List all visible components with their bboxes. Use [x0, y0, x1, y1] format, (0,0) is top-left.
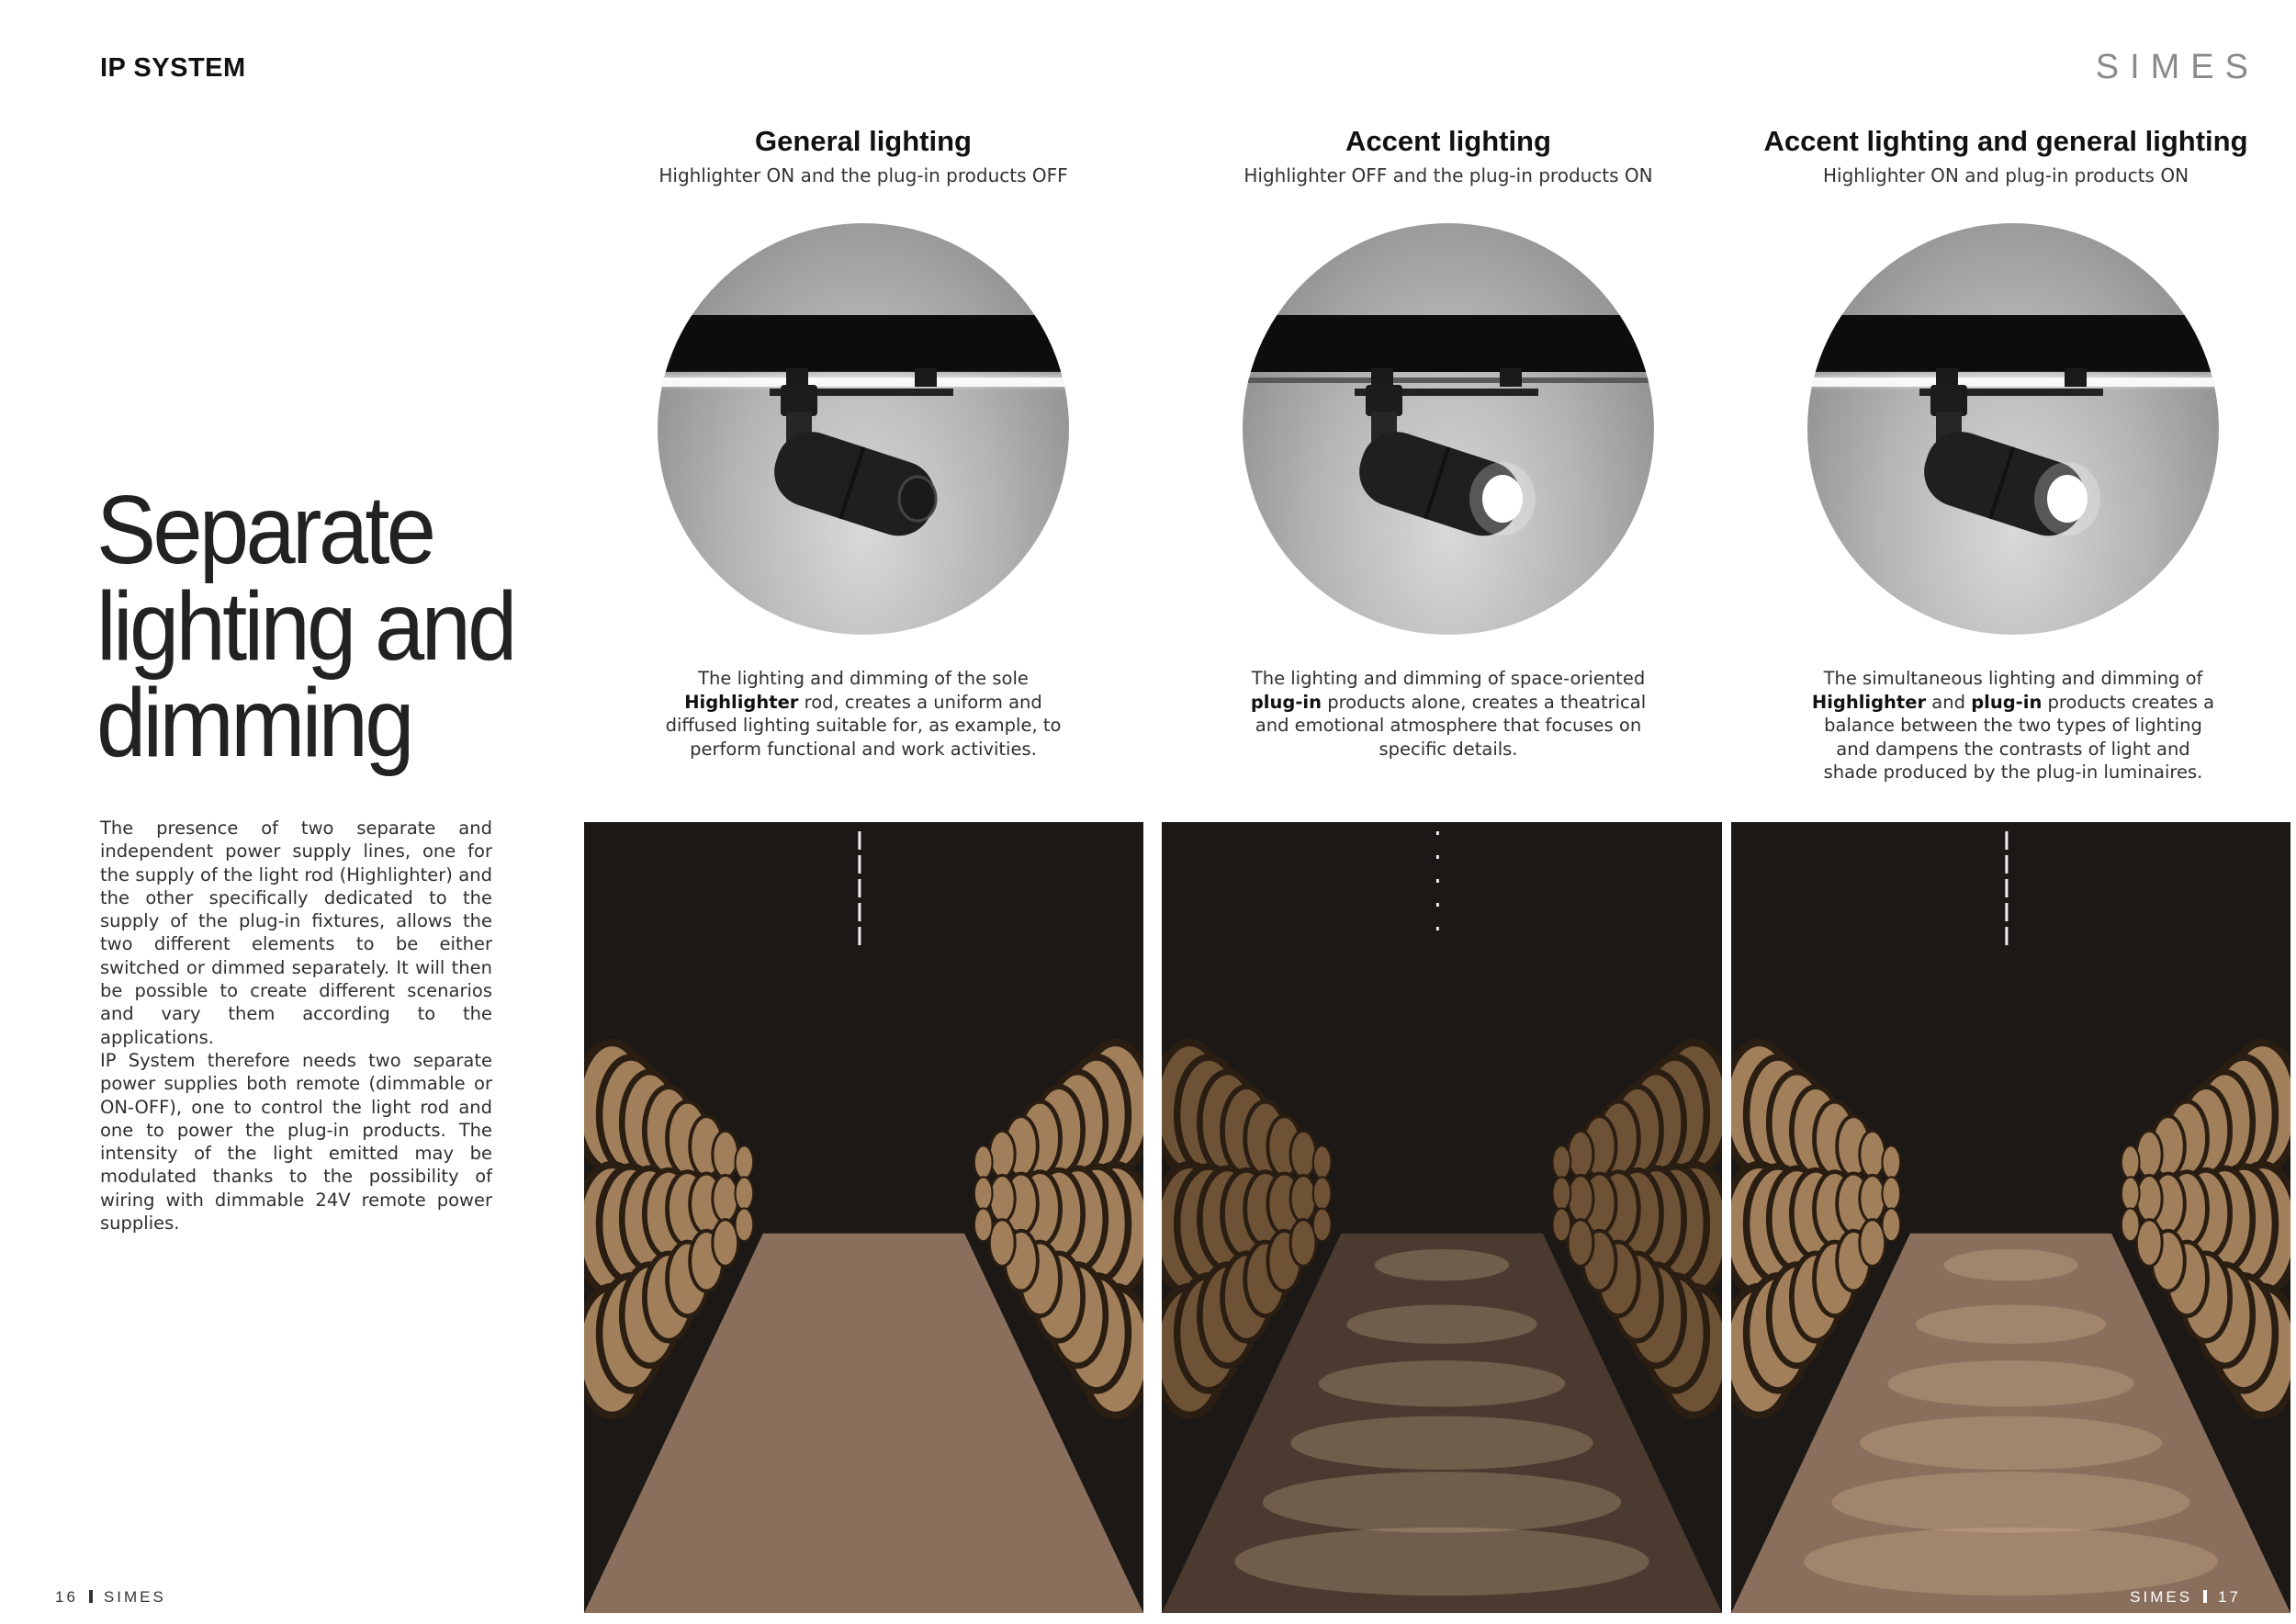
desc-text: and [1926, 691, 1972, 713]
column-subtitle-general: Highlighter ON and the plug-in products OFF [658, 164, 1068, 186]
section-title: IP SYSTEM [100, 53, 246, 83]
heading-line: Separate [96, 476, 433, 584]
page-number-right: 17 [2218, 1588, 2241, 1606]
desc-emphasis: Highlighter [1811, 691, 1927, 713]
column-title-combined: Accent lighting and general lighting [1763, 125, 2248, 157]
desc-emphasis: plug-in [1971, 691, 2043, 713]
column-subtitle-combined: Highlighter ON and plug-in products ON [1822, 164, 2189, 186]
column-title-general: General lighting [755, 125, 972, 157]
desc-text: products alone, creates a theatrical and emotional atmosphere that focuses on specific details. [1255, 691, 1647, 760]
cellar-photo-general [584, 822, 1143, 1613]
intro-text [100, 817, 492, 1235]
heading-line: dimming [96, 669, 411, 777]
heading-line: lighting and [96, 572, 514, 681]
fixture-photo-general [658, 223, 1069, 635]
footer-divider [2203, 1590, 2207, 1603]
page-number-left: 16 [55, 1588, 78, 1606]
fixture-photo-accent [1243, 223, 1654, 635]
brand-logo: SIMES [2095, 48, 2259, 86]
page-heading [96, 476, 569, 777]
column-desc-accent [1246, 667, 1650, 761]
footer-brand-left: SIMES [103, 1588, 166, 1606]
desc-text: rod, creates a uniform and diffused lighting suitable for, as example, to perform functional and work activities. [665, 691, 1062, 760]
desc-text: The lighting and dimming of the sole [698, 668, 1029, 689]
fixture-photo-combined [1807, 223, 2219, 635]
intro-paragraph: The presence of two separate and independent power supply lines, one for the supply of the light rod (Highlighter) and the other specifically dedicated to the supply of the plug-in fixtures, allows the two different elements to be either switched or dimmed separately. It will then be possible to create different scenarios and vary them according to the applications. [100, 818, 492, 1048]
desc-text: products creates a balance between the two types of lighting and dampens the contrasts of light and shade produced by the plug-in luminaires. [1823, 691, 2215, 783]
intro-paragraph: IP System therefore needs two separate power supplies both remote (dimmable or ON-OFF), one to control the light rod and one to power the plug-in products. The intensity of the light emitted may be modulated thanks to the possibility of wiring with dimmable 24V remote power supplies. [100, 1049, 492, 1235]
footer-brand-right: SIMES [2130, 1588, 2193, 1606]
footer-divider [89, 1590, 93, 1603]
desc-text: The simultaneous lighting and dimming of [1823, 668, 2203, 689]
footer-left [55, 1588, 166, 1607]
column-desc-general [661, 667, 1065, 761]
desc-emphasis: plug-in [1250, 691, 1322, 713]
column-desc-combined [1811, 667, 2215, 784]
cellar-photo-combined [1731, 822, 2290, 1613]
column-title-accent: Accent lighting [1345, 125, 1551, 157]
cellar-photo-accent [1162, 822, 1722, 1613]
desc-text: The lighting and dimming of space-oriented [1251, 668, 1646, 689]
desc-emphasis: Highlighter [684, 691, 799, 713]
column-subtitle-accent: Highlighter OFF and the plug-in products ON [1244, 164, 1653, 186]
footer-right [2130, 1588, 2241, 1607]
